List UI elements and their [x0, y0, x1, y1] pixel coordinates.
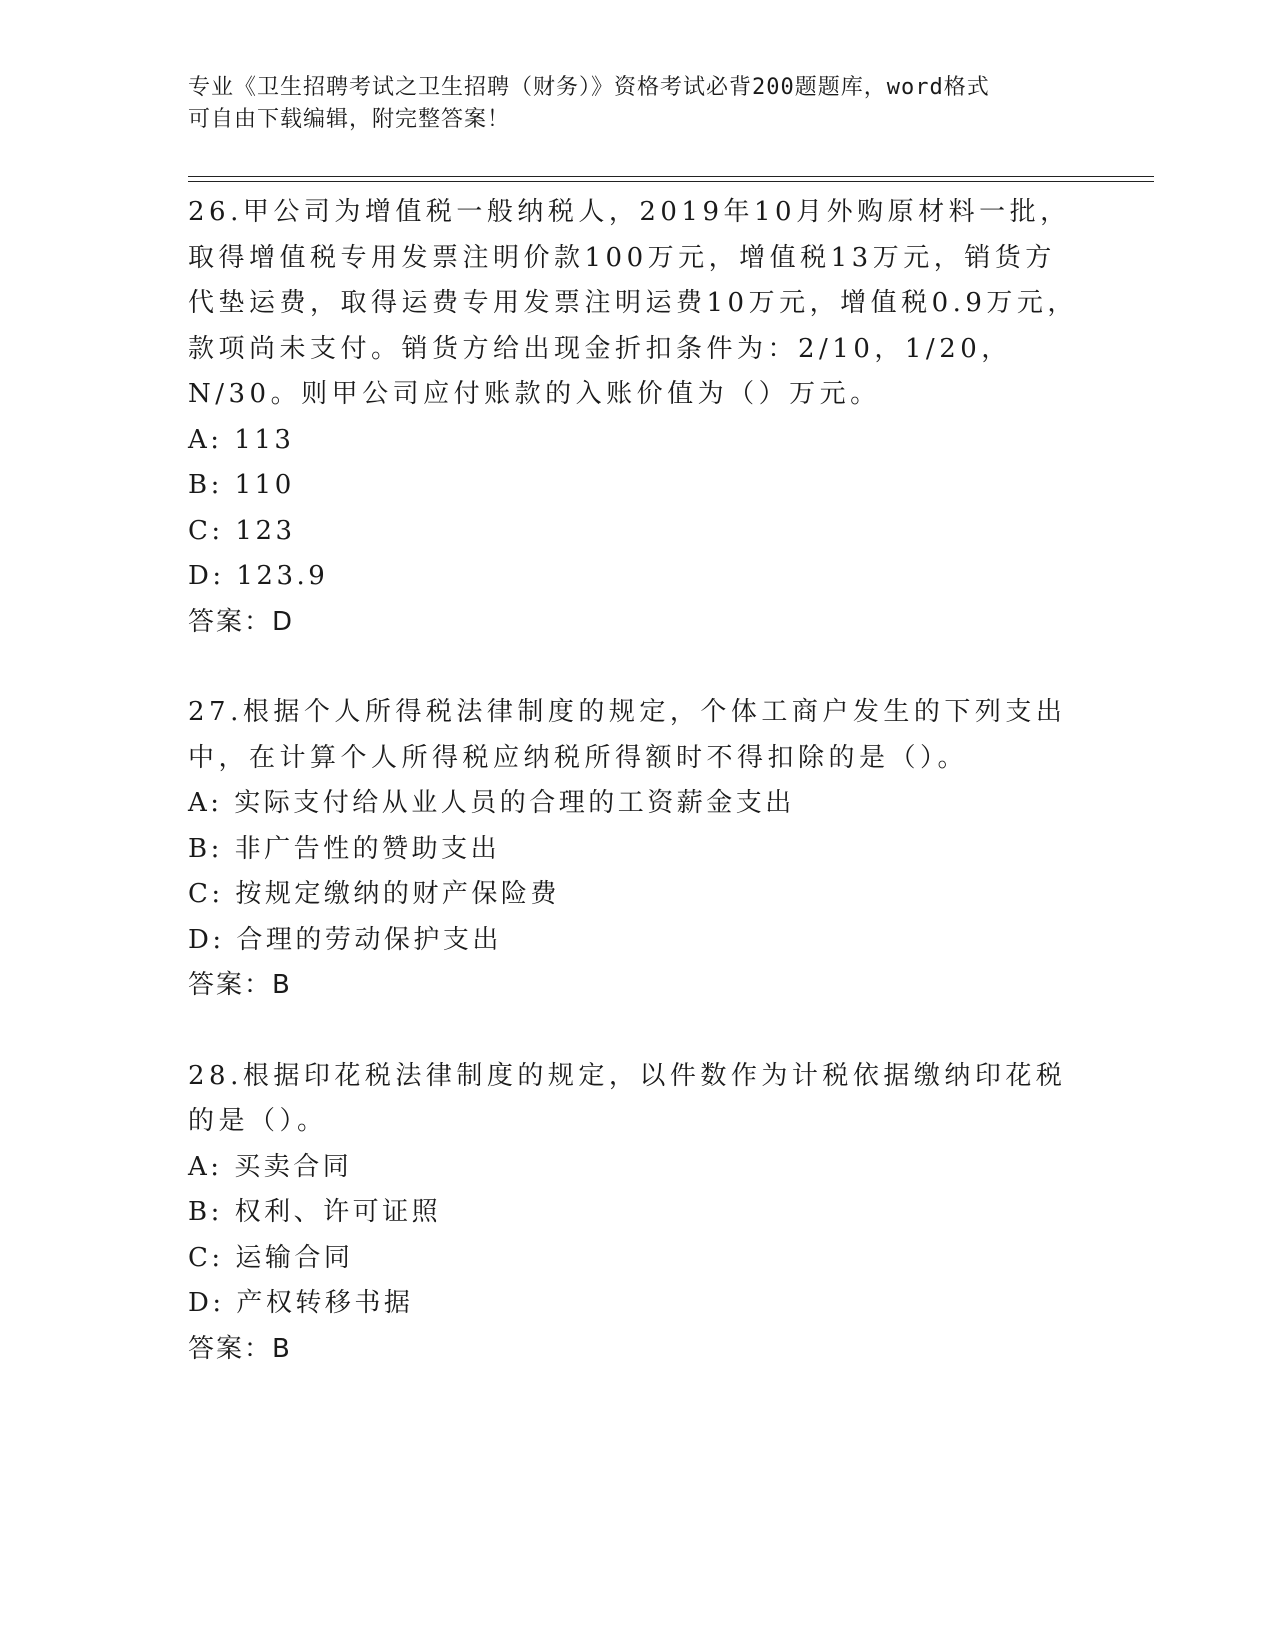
option-d: D: 产权转移书据: [188, 1288, 414, 1318]
option-a: A: 113: [188, 424, 295, 455]
option-a: A: 实际支付给从业人员的合理的工资薪金支出: [188, 788, 795, 818]
question-28: [188, 1054, 1088, 1373]
option-b: B: 110: [188, 470, 295, 500]
option-b: B: 非广告性的赞助支出: [188, 833, 501, 864]
question-text: 27.根据个人所得税法律制度的规定，个体工商户发生的下列支出中，在计算个人所得税应纳税所得额时不得扣除的是（）。: [188, 697, 1067, 773]
option-a: A: 买卖合同: [188, 1151, 353, 1182]
header-divider-bottom: [188, 181, 1154, 182]
question-spacer: [188, 645, 1088, 690]
question-27: [188, 690, 1088, 1009]
question-text: 26.甲公司为增值税一般纳税人，2019年10月外购原材料一批，取得增值税专用发票注明价款100万元，增值税13万元，销货方代垫运费，取得运费专用发票注明运费10万元，增值税0.9万元，款项尚未支付。销货方给出现金折扣条件为：2/10，1/20，N/30。则甲公司应付账款的入账价值为（）万元。: [188, 197, 1078, 409]
answer-line: 答案：B: [188, 1333, 292, 1364]
question-spacer: [188, 1009, 1088, 1054]
question-list: [188, 190, 1088, 1372]
option-c: C: 运输合同: [188, 1242, 354, 1273]
option-d: D: 合理的劳动保护支出: [188, 924, 502, 955]
document-header: [188, 72, 1068, 136]
option-c: C: 123: [188, 515, 296, 546]
header-divider-top: [188, 176, 1154, 177]
header-line-1: 专业《卫生招聘考试之卫生招聘（财务）》资格考试必背200题题库，word格式: [188, 75, 990, 100]
answer-line: 答案：D: [188, 606, 295, 637]
question-text: 28.根据印花税法律制度的规定，以件数作为计税依据缴纳印花税的是（）。: [188, 1060, 1067, 1136]
answer-line: 答案：B: [188, 970, 292, 1000]
header-line-2: 可自由下载编辑，附完整答案！: [188, 107, 511, 132]
question-26: [188, 190, 1088, 645]
option-b: B: 权利、许可证照: [188, 1197, 442, 1227]
option-c: C: 按规定缴纳的财产保险费: [188, 879, 560, 909]
option-d: D: 123.9: [188, 561, 329, 591]
